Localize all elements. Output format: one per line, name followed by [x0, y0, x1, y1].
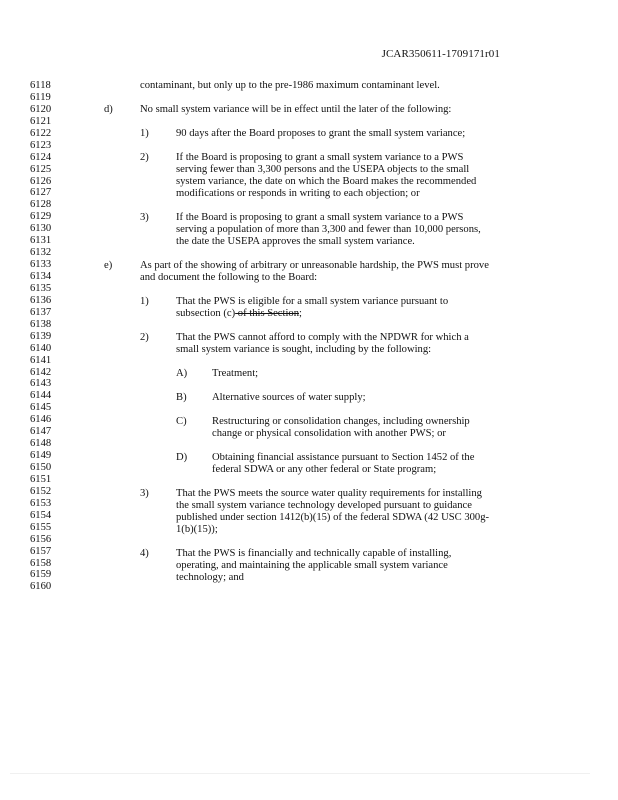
line-number: 6140 — [30, 342, 52, 354]
item-d3-line: the date the USEPA approves the small system variance. — [176, 236, 415, 247]
item-label-B: B) — [176, 392, 187, 403]
line-number: 6131 — [30, 235, 52, 247]
line-number: 6119 — [30, 91, 51, 103]
item-label-d1: 1) — [140, 128, 149, 139]
item-e-line: and document the following to the Board: — [140, 272, 318, 283]
item-D-line: federal SDWA or any other federal or State program; — [212, 464, 437, 475]
line-number: 6124 — [30, 151, 52, 163]
item-e4-line: technology; and — [176, 572, 244, 583]
item-C-line: Restructuring or consolidation changes, including ownership — [212, 416, 470, 427]
line-number: 6136 — [30, 294, 52, 306]
line-number: 6132 — [30, 247, 52, 259]
line-number: 6158 — [30, 557, 52, 569]
item-e1-line: That the PWS is eligible for a small system variance pursuant to — [176, 296, 449, 307]
line-number: 6153 — [30, 497, 52, 509]
item-label-C: C) — [176, 416, 187, 427]
line-number: 6127 — [30, 187, 52, 199]
document-id-header: JCAR350611-1709171r01 — [381, 48, 500, 60]
item-label-e: e) — [104, 260, 113, 271]
line-number: 6149 — [30, 450, 52, 462]
line-number: 6135 — [30, 282, 52, 294]
line-number: 6125 — [30, 163, 52, 175]
line-number: 6154 — [30, 509, 52, 521]
line-number: 6147 — [30, 426, 52, 438]
item-label-D: D) — [176, 452, 188, 463]
item-e3-line: the small system variance technology developed pursuant to guidance — [176, 500, 472, 511]
item-D-line: Obtaining financial assistance pursuant to Section 1452 of the — [212, 452, 475, 463]
struck-text: of this Section — [235, 308, 299, 319]
e1-text: subsection (c) — [176, 308, 236, 319]
item-e3-line: That the PWS meets the source water quality requirements for installing — [176, 488, 482, 499]
item-e2-line: small system variance is sought, including by the following: — [176, 344, 432, 355]
item-d2-line: serving fewer than 3,300 persons and the USEPA objects to the small — [176, 164, 470, 175]
line-number: 6157 — [30, 545, 52, 557]
line-number: 6160 — [30, 581, 52, 593]
line-number: 6148 — [30, 438, 52, 450]
line-number: 6126 — [30, 175, 52, 187]
line-number: 6130 — [30, 223, 52, 235]
item-e4-line: That the PWS is financially and technically capable of installing, — [176, 548, 452, 559]
item-label-d2: 2) — [140, 152, 149, 163]
item-label-e2: 2) — [140, 332, 149, 343]
page-bottom-rule — [10, 773, 590, 774]
item-d-text: No small system variance will be in effect until the later of the following: — [140, 104, 452, 115]
line-number: 6133 — [30, 259, 52, 271]
item-e2-line: That the PWS cannot afford to comply with the NPDWR for which a — [176, 332, 469, 343]
item-C-line: change or physical consolidation with another PWS; or — [212, 428, 446, 439]
item-label-d: d) — [104, 104, 113, 115]
item-e1-line — [176, 308, 302, 320]
item-d3-line: serving a population of more than 3,300 and fewer than 10,000 persons, — [176, 224, 481, 235]
line-number: 6123 — [30, 139, 52, 151]
line-number: 6144 — [30, 390, 52, 402]
line-number: 6122 — [30, 127, 52, 139]
line-number: 6150 — [30, 462, 52, 473]
item-d1-text: 90 days after the Board proposes to grant the small system variance; — [176, 128, 466, 139]
item-e3-line: 1(b)(15)); — [176, 524, 218, 535]
line-number: 6156 — [30, 533, 52, 545]
line-number: 6118 — [30, 80, 51, 91]
body-line: contaminant, but only up to the pre-1986 maximum contaminant level. — [140, 80, 440, 91]
line-number: 6151 — [30, 473, 52, 485]
line-number: 6138 — [30, 318, 52, 330]
item-d2-line: modifications or responds in writing to each objection; or — [176, 188, 420, 199]
line-number: 6121 — [30, 115, 52, 127]
item-d3-line: If the Board is proposing to grant a small system variance to a PWS — [176, 212, 464, 223]
line-number: 6159 — [30, 569, 52, 581]
line-number: 6142 — [30, 366, 52, 378]
item-d2-line: If the Board is proposing to grant a small system variance to a PWS — [176, 152, 464, 163]
item-e4-line: operating, and maintaining the applicable small system variance — [176, 560, 448, 571]
line-number: 6141 — [30, 354, 52, 366]
line-number-column — [30, 80, 64, 593]
item-label-d3: 3) — [140, 212, 149, 223]
e1-text-end: ; — [299, 308, 302, 319]
item-label-e4: 4) — [140, 548, 149, 559]
line-number: 6129 — [30, 211, 52, 223]
line-number: 6137 — [30, 306, 52, 318]
line-number: 6155 — [30, 521, 52, 533]
line-number: 6128 — [30, 199, 52, 211]
line-number: 6143 — [30, 378, 52, 390]
line-number: 6145 — [30, 402, 52, 414]
item-e-line: As part of the showing of arbitrary or unreasonable hardship, the PWS must prove — [140, 260, 489, 271]
item-label-A: A) — [176, 368, 188, 379]
line-number: 6152 — [30, 485, 52, 497]
line-number: 6120 — [30, 103, 52, 115]
line-number: 6134 — [30, 271, 52, 282]
item-label-e3: 3) — [140, 488, 149, 499]
item-e3-line: published under section 1412(b)(15) of the federal SDWA (42 USC 300g- — [176, 512, 490, 523]
item-A-text: Treatment; — [212, 368, 259, 379]
item-label-e1: 1) — [140, 296, 149, 307]
item-B-text: Alternative sources of water supply; — [212, 392, 366, 403]
item-d2-line: system variance, the date on which the Board makes the recommended — [176, 176, 477, 187]
line-number: 6139 — [30, 330, 52, 342]
line-number: 6146 — [30, 414, 52, 426]
